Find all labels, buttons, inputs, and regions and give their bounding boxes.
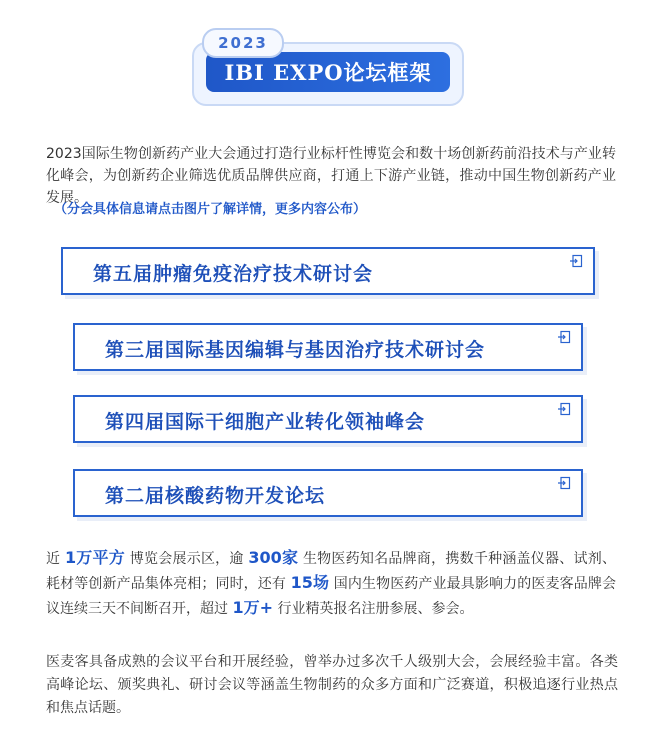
- stat-brands: 300家: [248, 548, 299, 567]
- details-note: （分会具体信息请点击图片了解详情，更多内容公布）: [54, 202, 367, 217]
- stats-paragraph: [46, 546, 616, 621]
- expo-header: [192, 28, 464, 106]
- year-badge: 2023: [202, 28, 284, 58]
- forum-card-label: 第四届国际干细胞产业转化领袖峰会: [105, 411, 426, 433]
- stat-attendees: 1万+: [232, 598, 273, 617]
- closing-paragraph: 医麦客具备成熟的会议平台和开展经验，曾举办过多次千人级别大会，会展经验丰富。各类高峰论坛、颁奖典礼、研讨会议等涵盖生物制药的众多方面和广泛赛道，积极追逐行业热点和焦点话题。: [46, 654, 618, 716]
- stat-area: 1万平方: [64, 548, 126, 567]
- stats-text: 生物医药知名品牌商，携数千种涵盖仪器、试剂、耗材等创新产品集体亮相；同时，还有: [46, 551, 617, 592]
- link-out-icon: [557, 476, 571, 490]
- page-title: IBI EXPO论坛框架: [206, 52, 450, 92]
- link-out-icon: [557, 330, 571, 344]
- stat-conferences: 15场: [290, 573, 330, 592]
- link-out-icon: [557, 402, 571, 416]
- forum-card-label: 第三届国际基因编辑与基因治疗技术研讨会: [105, 339, 486, 361]
- forum-card-gene-editing[interactable]: [73, 323, 583, 371]
- stats-text: 行业精英报名注册参展、参会。: [273, 601, 474, 617]
- stats-text: 近: [46, 551, 65, 567]
- forum-card-tumor-immunotherapy[interactable]: [61, 247, 595, 295]
- intro-paragraph: 2023国际生物创新药产业大会通过打造行业标杆性博览会和数十场创新药前沿技术与产业转化峰会，为创新药企业筛选优质品牌供应商，打通上下游产业链，推动中国生物创新药产业发展。: [46, 146, 616, 206]
- forum-card-nucleic-acid[interactable]: [73, 469, 583, 517]
- forum-card-stem-cell[interactable]: [73, 395, 583, 443]
- link-out-icon: [569, 254, 583, 268]
- stats-text: 国内生物医药产业最具影响力的医麦客品牌会议连续三天不间断召开，超过: [46, 576, 616, 617]
- forum-card-label: 第二届核酸药物开发论坛: [105, 485, 326, 507]
- stats-text: 博览会展示区，逾: [125, 551, 249, 567]
- forum-card-label: 第五届肿瘤免疫治疗技术研讨会: [93, 263, 374, 285]
